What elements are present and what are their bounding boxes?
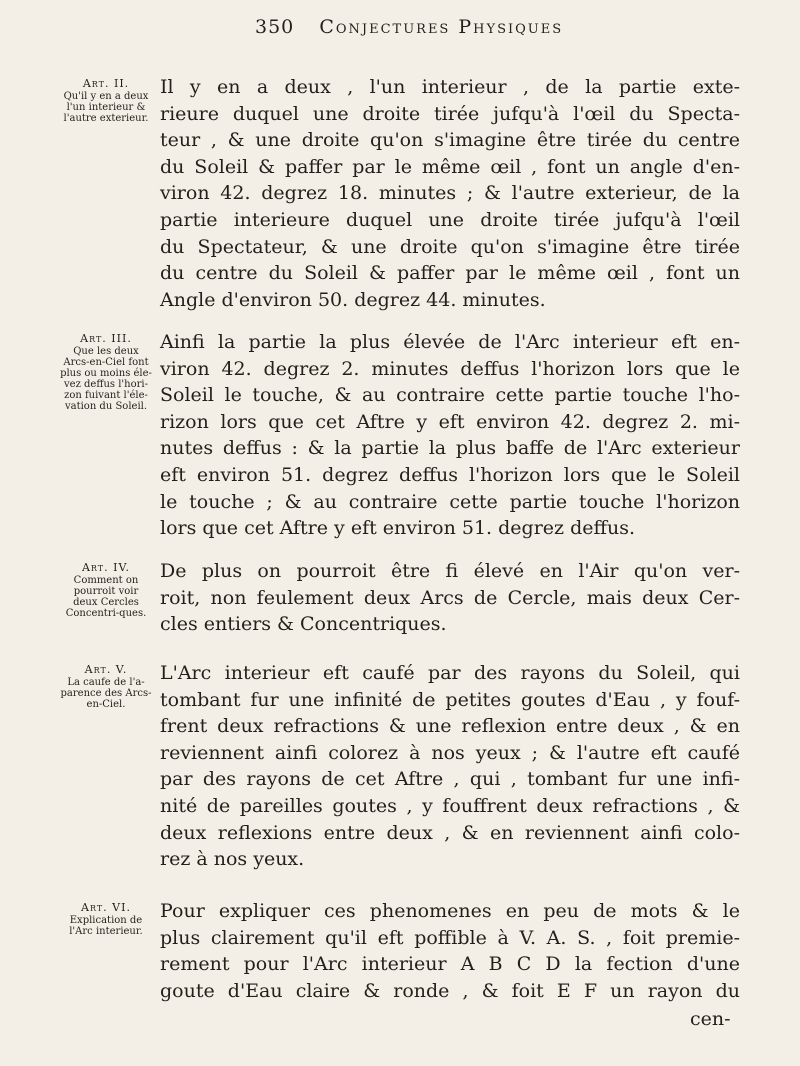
margin-note	[60, 333, 152, 412]
text-line: rez à nos yeux.	[160, 848, 305, 871]
text-line: roit, non feulement deux Arcs de Cercle, mais deux Cer-	[160, 586, 740, 609]
article-note: La caufe de l'a-parence des Arcs-en-Ciel.	[60, 677, 152, 710]
article-label: Art. II.	[82, 77, 130, 90]
text-line: rieure duquel une droite tirée jufqu'à l'œil du Specta-	[160, 102, 740, 125]
article-note: Que les deux Arcs-en-Ciel font plus ou moins éle-vez deffus l'hori-zon fuivant l'éle-vation du Soleil.	[60, 346, 152, 412]
catchword: cen-	[690, 1008, 731, 1030]
text-line: Pour expliquer ces phenomenes en peu de mots & le	[160, 900, 740, 922]
article-text	[160, 329, 740, 542]
text-line: Angle d'environ 50. degrez 44. minutes.	[160, 288, 546, 311]
text-line: Ainfi la partie la plus élevée de l'Arc interieur eft en-	[160, 331, 740, 353]
text-line: par des rayons de cet Aftre , qui , tombant fur une infi-	[160, 768, 740, 791]
text-line: lors que cet Aftre y eft environ 51. degrez deffus.	[160, 517, 635, 540]
text-line: nutes deffus : & la partie la plus baffe de l'Arc exterieur	[160, 437, 740, 460]
article-text	[160, 660, 740, 873]
text-line: deux reflexions entre deux , & en reviennent ainfi colo-	[160, 821, 740, 844]
article-label: Art. VI.	[81, 901, 131, 914]
article-text	[160, 74, 740, 313]
text-line: De plus on pourroit être fi élevé en l'Air qu'on ver-	[160, 560, 740, 582]
margin-note	[60, 562, 152, 619]
running-header	[255, 16, 800, 38]
article-note: Qu'il y en a deux l'un interieur & l'autre exterieur.	[63, 91, 149, 124]
margin-note	[60, 78, 152, 124]
text-line: du Soleil & paffer par le même œil , font un angle d'en-	[160, 155, 740, 178]
text-line: Soleil le touche, & au contraire cette partie touche l'ho-	[160, 384, 740, 407]
text-line: plus clairement qu'il eft poffible à V. A. S. , foit premie-	[160, 926, 740, 949]
article-text	[160, 898, 740, 1004]
running-title: Conjectures Physiques	[319, 16, 564, 38]
article-text	[160, 558, 740, 638]
article-label: Art. III.	[80, 332, 132, 345]
text-line: L'Arc interieur eft caufé par des rayons du Soleil, qui	[160, 662, 740, 684]
text-line: frent deux refractions & une reflexion entre deux , & en	[160, 715, 740, 738]
page-number: 350	[255, 16, 295, 38]
article-label: Art. IV.	[81, 561, 131, 574]
article-note: Comment on pourroit voir deux Cercles Concentri-ques.	[65, 575, 147, 619]
text-line: reviennent ainfi colorez à nos yeux ; & l'autre eft caufé	[160, 741, 740, 764]
text-line: viron 42. degrez 18. minutes ; & l'autre exterieur, de la	[160, 182, 740, 205]
article-note: Explication de l'Arc interieur.	[69, 915, 143, 937]
text-line: goute d'Eau claire & ronde , & foit E F un rayon du	[160, 979, 740, 1002]
text-line: du centre du Soleil & paffer par le même œil , font un	[160, 262, 740, 285]
text-line: rizon lors que cet Aftre y eft environ 42. degrez 2. mi-	[160, 410, 740, 433]
text-line: partie interieure duquel une droite tirée jufqu'à l'œil	[160, 208, 740, 231]
text-line: teur , & une droite qu'on s'imagine être tirée du centre	[160, 129, 740, 152]
text-line: le touche ; & au contraire cette partie touche l'horizon	[160, 490, 740, 513]
text-line: eft environ 51. degrez deffus l'horizon lors que le Soleil	[160, 463, 740, 486]
text-line: cles entiers & Concentriques.	[160, 613, 447, 636]
margin-note	[60, 902, 152, 937]
article-label: Art. V.	[84, 663, 128, 676]
text-line: Il y en a deux , l'un interieur , de la partie exte-	[160, 76, 740, 98]
text-line: viron 42. degrez 2. minutes deffus l'horizon lors que le	[160, 357, 740, 380]
text-line: du Spectateur, & une droite qu'on s'imagine être tirée	[160, 235, 740, 258]
text-line: rement pour l'Arc interieur A B C D la fection d'une	[160, 953, 740, 976]
margin-note	[60, 664, 152, 710]
text-line: tombant fur une infinité de petites goutes d'Eau , y fouf-	[160, 688, 740, 711]
text-line: nité de pareilles goutes , y fouffrent deux refractions , &	[160, 794, 740, 817]
